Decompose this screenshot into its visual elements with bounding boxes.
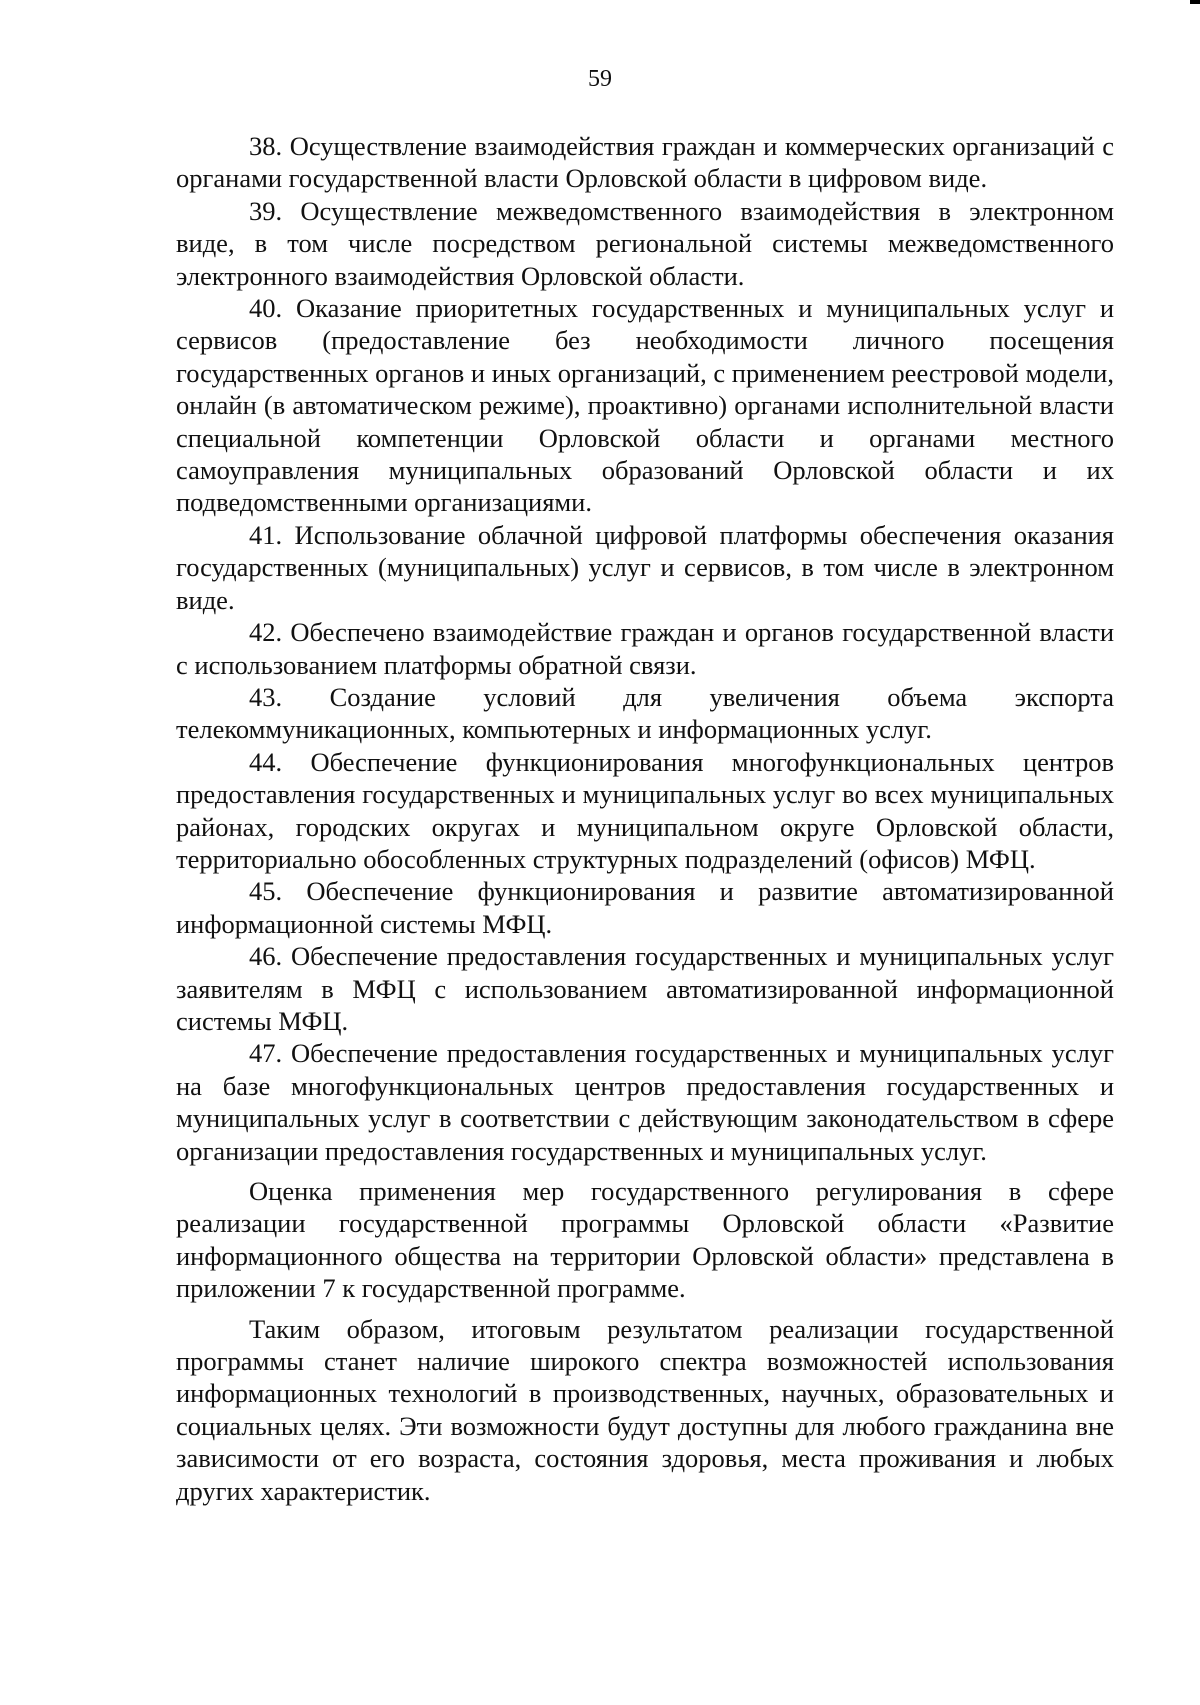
paragraph-42: 42. Обеспечено взаимодействие граждан и органов государственной власти с использованием платформы обратной связи. [176, 617, 1114, 680]
paragraph-38: 38. Осуществление взаимодействия граждан и коммерческих организаций с органами государственной власти Орловской области в цифровом виде. [176, 131, 1114, 194]
paragraph-43: 43. Создание условий для увеличения объема экспорта телекоммуникационных, компьютерных и информационных услуг. [176, 681, 1114, 745]
paragraph-44: 44. Обеспечение функционирования многофункциональных центров предоставления государственных и муниципальных услуг во всех муниципальных районах, городских округах и муниципальном округе Орловской области, территориально обособленных структурных подразделений (офисов) МФЦ. [176, 746, 1114, 874]
document-body [176, 130, 1114, 1507]
scan-corner-mark [1190, 0, 1200, 4]
paragraph-46: 46. Обеспечение предоставления государственных и муниципальных услуг заявителям в МФЦ с использованием автоматизированной информационной системы МФЦ. [176, 941, 1114, 1036]
paragraph-40: 40. Оказание приоритетных государственных и муниципальных услуг и сервисов (предоставление без необходимости личного посещения государственных органов и иных организаций, с применением реестровой модели, онлайн (в автоматическом режиме), проактивно) органами исполнительной власти специальной компетенции Орловской области и органами местного самоуправления муниципальных образований Орловской области и их подведомственными организациями. [176, 293, 1114, 518]
page-number: 59 [588, 66, 612, 92]
paragraph-47: 47. Обеспечение предоставления государственных и муниципальных услуг на базе многофункциональных центров предоставления государственных и муниципальных услуг в соответствии с действующим законодательством в сфере организации предоставления государственных и муниципальных услуг. [176, 1038, 1114, 1166]
paragraph-regulation-assessment: Оценка применения мер государственного регулирования в сфере реализации государственной программы Орловской области «Развитие информационного общества на территории Орловской области» представлена в приложении 7 к государственной программе. [176, 1176, 1114, 1304]
paragraph-conclusion: Таким образом, итоговым результатом реализации государственной программы станет наличие широкого спектра возможностей использования информационных технологий в производственных, научных, образовательных и социальных целях. Эти возможности будут доступны для любого гражданина вне зависимости от его возраста, состояния здоровья, места проживания и любых других характеристик. [176, 1313, 1114, 1506]
paragraph-41: 41. Использование облачной цифровой платформы обеспечения оказания государственных (муниципальных) услуг и сервисов, в том числе в электронном виде. [176, 519, 1114, 615]
paragraph-45: 45. Обеспечение функционирования и развитие автоматизированной информационной системы МФЦ. [176, 876, 1114, 939]
paragraph-39: 39. Осуществление межведомственного взаимодействия в электронном виде, в том числе посредством региональной системы межведомственного электронного взаимодействия Орловской области. [176, 195, 1114, 291]
